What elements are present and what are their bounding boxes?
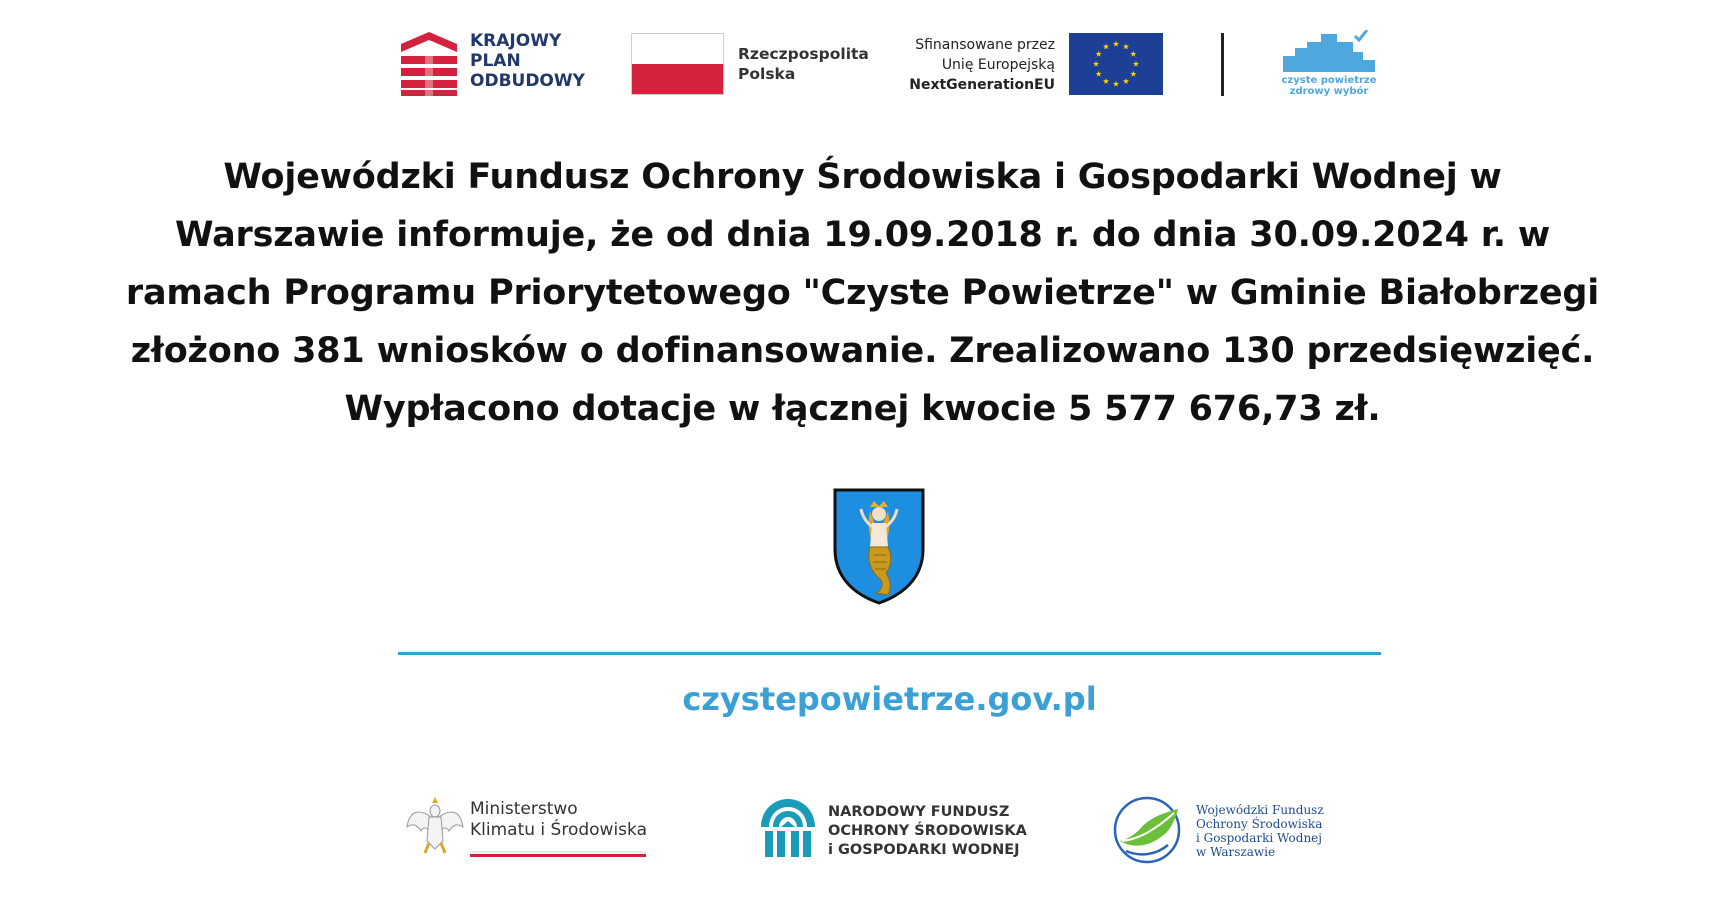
czyste-logo-line-2: zdrowy wybór xyxy=(1289,86,1369,96)
nfosigw-line-2: OCHRONY ŚRODOWISKA xyxy=(828,823,1027,839)
nfosigw-line-3: i GOSPODARKI WODNEJ xyxy=(828,842,1020,858)
czyste-powietrze-logo-icon xyxy=(1281,30,1377,96)
rp-line-2: Polska xyxy=(738,65,796,83)
nfosigw-logo-icon xyxy=(759,797,817,859)
headline-line-3: ramach Programu Priorytetowego "Czyste Powietrze" w Gminie Białobrzegi xyxy=(125,273,1600,313)
kpo-line-1: KRAJOWY xyxy=(470,31,562,51)
kpo-logo-icon xyxy=(401,32,457,96)
eu-line-2: Unię Europejską xyxy=(941,57,1055,73)
wfosigw-logo-icon xyxy=(1110,795,1185,865)
headline-line-1: Wojewódzki Fundusz Ochrony Środowiska i Gospodarki Wodnej w xyxy=(223,157,1502,197)
eu-line-3: NextGenerationEU xyxy=(909,77,1055,93)
eu-line-1: Sfinansowane przez xyxy=(915,37,1055,53)
logo-divider xyxy=(1221,33,1224,96)
rp-logo-text xyxy=(738,44,869,84)
headline-line-4: złożono 381 wniosków o dofinansowanie. Zrealizowano 130 przedsięwzięć. xyxy=(130,331,1595,371)
ministry-logo-text xyxy=(470,799,647,841)
nfosigw-logo-text xyxy=(828,803,1027,860)
ministry-flag-bar xyxy=(470,851,646,857)
ministry-line-1: Ministerstwo xyxy=(470,799,578,819)
rp-line-1: Rzeczpospolita xyxy=(738,45,869,63)
wfosigw-line-4: w Warszawie xyxy=(1196,845,1276,859)
wfosigw-line-2: Ochrony Środowiska xyxy=(1196,817,1323,831)
wfosigw-line-3: i Gospodarki Wodnej xyxy=(1196,831,1322,845)
kpo-line-2: PLAN xyxy=(470,51,521,71)
eu-funding-text xyxy=(880,35,1055,95)
website-divider-line xyxy=(398,652,1381,655)
nfosigw-line-1: NARODOWY FUNDUSZ xyxy=(828,804,1010,820)
kpo-line-3: ODBUDOWY xyxy=(470,71,585,91)
kpo-logo-text xyxy=(470,31,585,91)
bialobrzegi-coat-of-arms-icon xyxy=(832,487,926,606)
headline-line-5: Wypłacono dotacje w łącznej kwocie 5 577 676,73 zł. xyxy=(344,389,1381,429)
ministry-line-2: Klimatu i Środowiska xyxy=(470,820,647,840)
announcement-headline xyxy=(60,148,1665,438)
polish-eagle-icon xyxy=(405,793,465,857)
wfosigw-logo-text xyxy=(1196,803,1324,859)
wfosigw-line-1: Wojewódzki Fundusz xyxy=(1196,803,1324,817)
headline-line-2: Warszawie informuje, że od dnia 19.09.2018 r. do dnia 30.09.2024 r. w xyxy=(174,215,1550,255)
polish-flag-icon xyxy=(631,33,724,95)
eu-flag-icon xyxy=(1069,33,1163,95)
czyste-logo-line-1: czyste powietrze xyxy=(1281,75,1377,86)
website-link[interactable]: czystepowietrze.gov.pl xyxy=(682,680,1097,718)
